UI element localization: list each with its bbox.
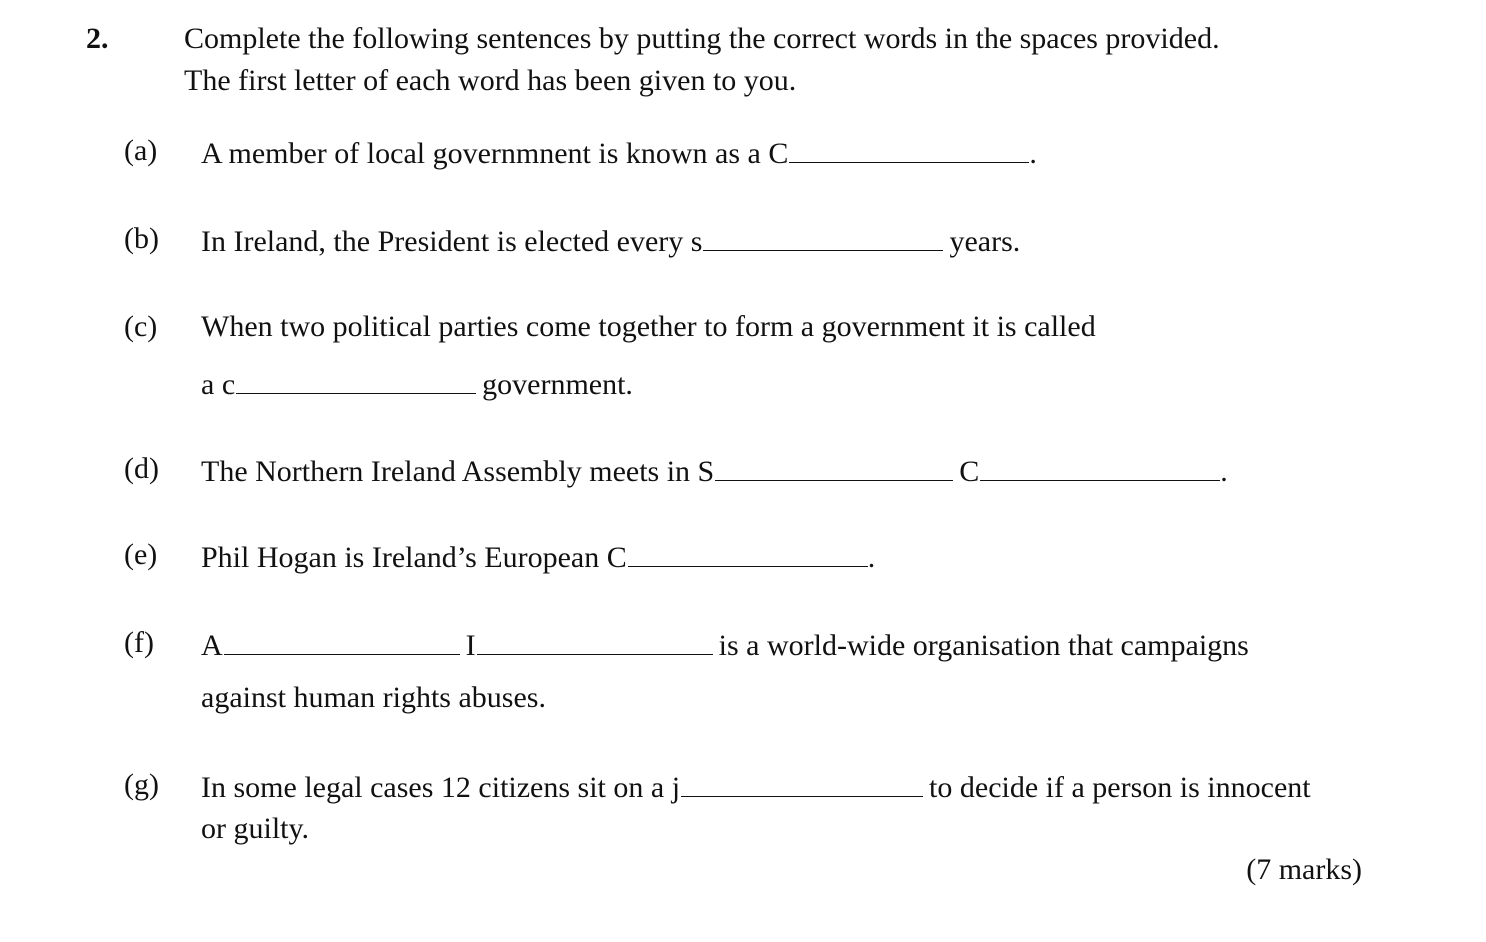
item-d-sentence bbox=[201, 454, 1228, 487]
item-a-end: . bbox=[1029, 137, 1037, 170]
item-b-blank[interactable] bbox=[703, 224, 943, 251]
item-c-label: (c) bbox=[124, 310, 158, 343]
item-f-second-letter: I bbox=[465, 629, 476, 662]
item-d-blank-2[interactable] bbox=[980, 454, 1220, 481]
item-c-blank[interactable] bbox=[236, 367, 476, 394]
item-g-line-2: or guilty. bbox=[201, 812, 310, 845]
item-f-first-letter: A bbox=[201, 629, 223, 662]
item-e-blank[interactable] bbox=[628, 540, 868, 567]
item-f-label: (f) bbox=[124, 626, 154, 659]
question-number: 2. bbox=[86, 22, 109, 55]
item-e-end: . bbox=[867, 541, 876, 574]
instruction-line-2: The first letter of each word has been given to you. bbox=[184, 64, 797, 97]
item-g-blank[interactable] bbox=[681, 770, 923, 797]
item-c-line-2 bbox=[201, 367, 633, 400]
item-e-text: Phil Hogan is Ireland’s European C bbox=[201, 541, 627, 574]
item-f-sentence bbox=[201, 628, 1249, 661]
item-b-sentence bbox=[201, 224, 1020, 257]
instruction-line-1: Complete the following sentences by putting the correct words in the spaces provided. bbox=[184, 22, 1220, 55]
item-a-blank[interactable] bbox=[789, 136, 1029, 163]
item-g-after: to decide if a person is innocent bbox=[929, 771, 1311, 804]
item-f-blank-2[interactable] bbox=[477, 628, 713, 655]
item-g-label: (g) bbox=[124, 768, 159, 801]
item-f-line-2: against human rights abuses. bbox=[201, 681, 546, 714]
item-c-line-1: When two political parties come together to form a government it is called bbox=[201, 310, 1096, 343]
item-d-blank-1[interactable] bbox=[715, 454, 953, 481]
item-a-text: A member of local governmnent is known as a C bbox=[201, 137, 789, 170]
item-g-sentence bbox=[201, 770, 1311, 803]
item-e-label: (e) bbox=[124, 538, 158, 571]
item-b-label: (b) bbox=[124, 222, 159, 255]
marks: (7 marks) bbox=[1246, 853, 1362, 886]
item-g-text: In some legal cases 12 citizens sit on a j bbox=[201, 771, 681, 804]
item-f-blank-1[interactable] bbox=[224, 628, 460, 655]
item-a-label: (a) bbox=[124, 134, 158, 167]
item-b-text: In Ireland, the President is elected every s bbox=[201, 225, 703, 258]
item-d-text: The Northern Ireland Assembly meets in S bbox=[201, 455, 715, 488]
item-d-end: . bbox=[1220, 455, 1228, 488]
item-e-sentence bbox=[201, 540, 875, 573]
item-d-second-letter: C bbox=[959, 455, 980, 488]
item-c-after: government. bbox=[482, 368, 633, 401]
item-d-label: (d) bbox=[124, 452, 159, 485]
item-f-after: is a world-wide organisation that campaigns bbox=[718, 629, 1249, 662]
item-c-line-2-start: a c bbox=[201, 368, 236, 401]
item-a-sentence bbox=[201, 136, 1037, 169]
item-b-after: years. bbox=[949, 225, 1021, 258]
